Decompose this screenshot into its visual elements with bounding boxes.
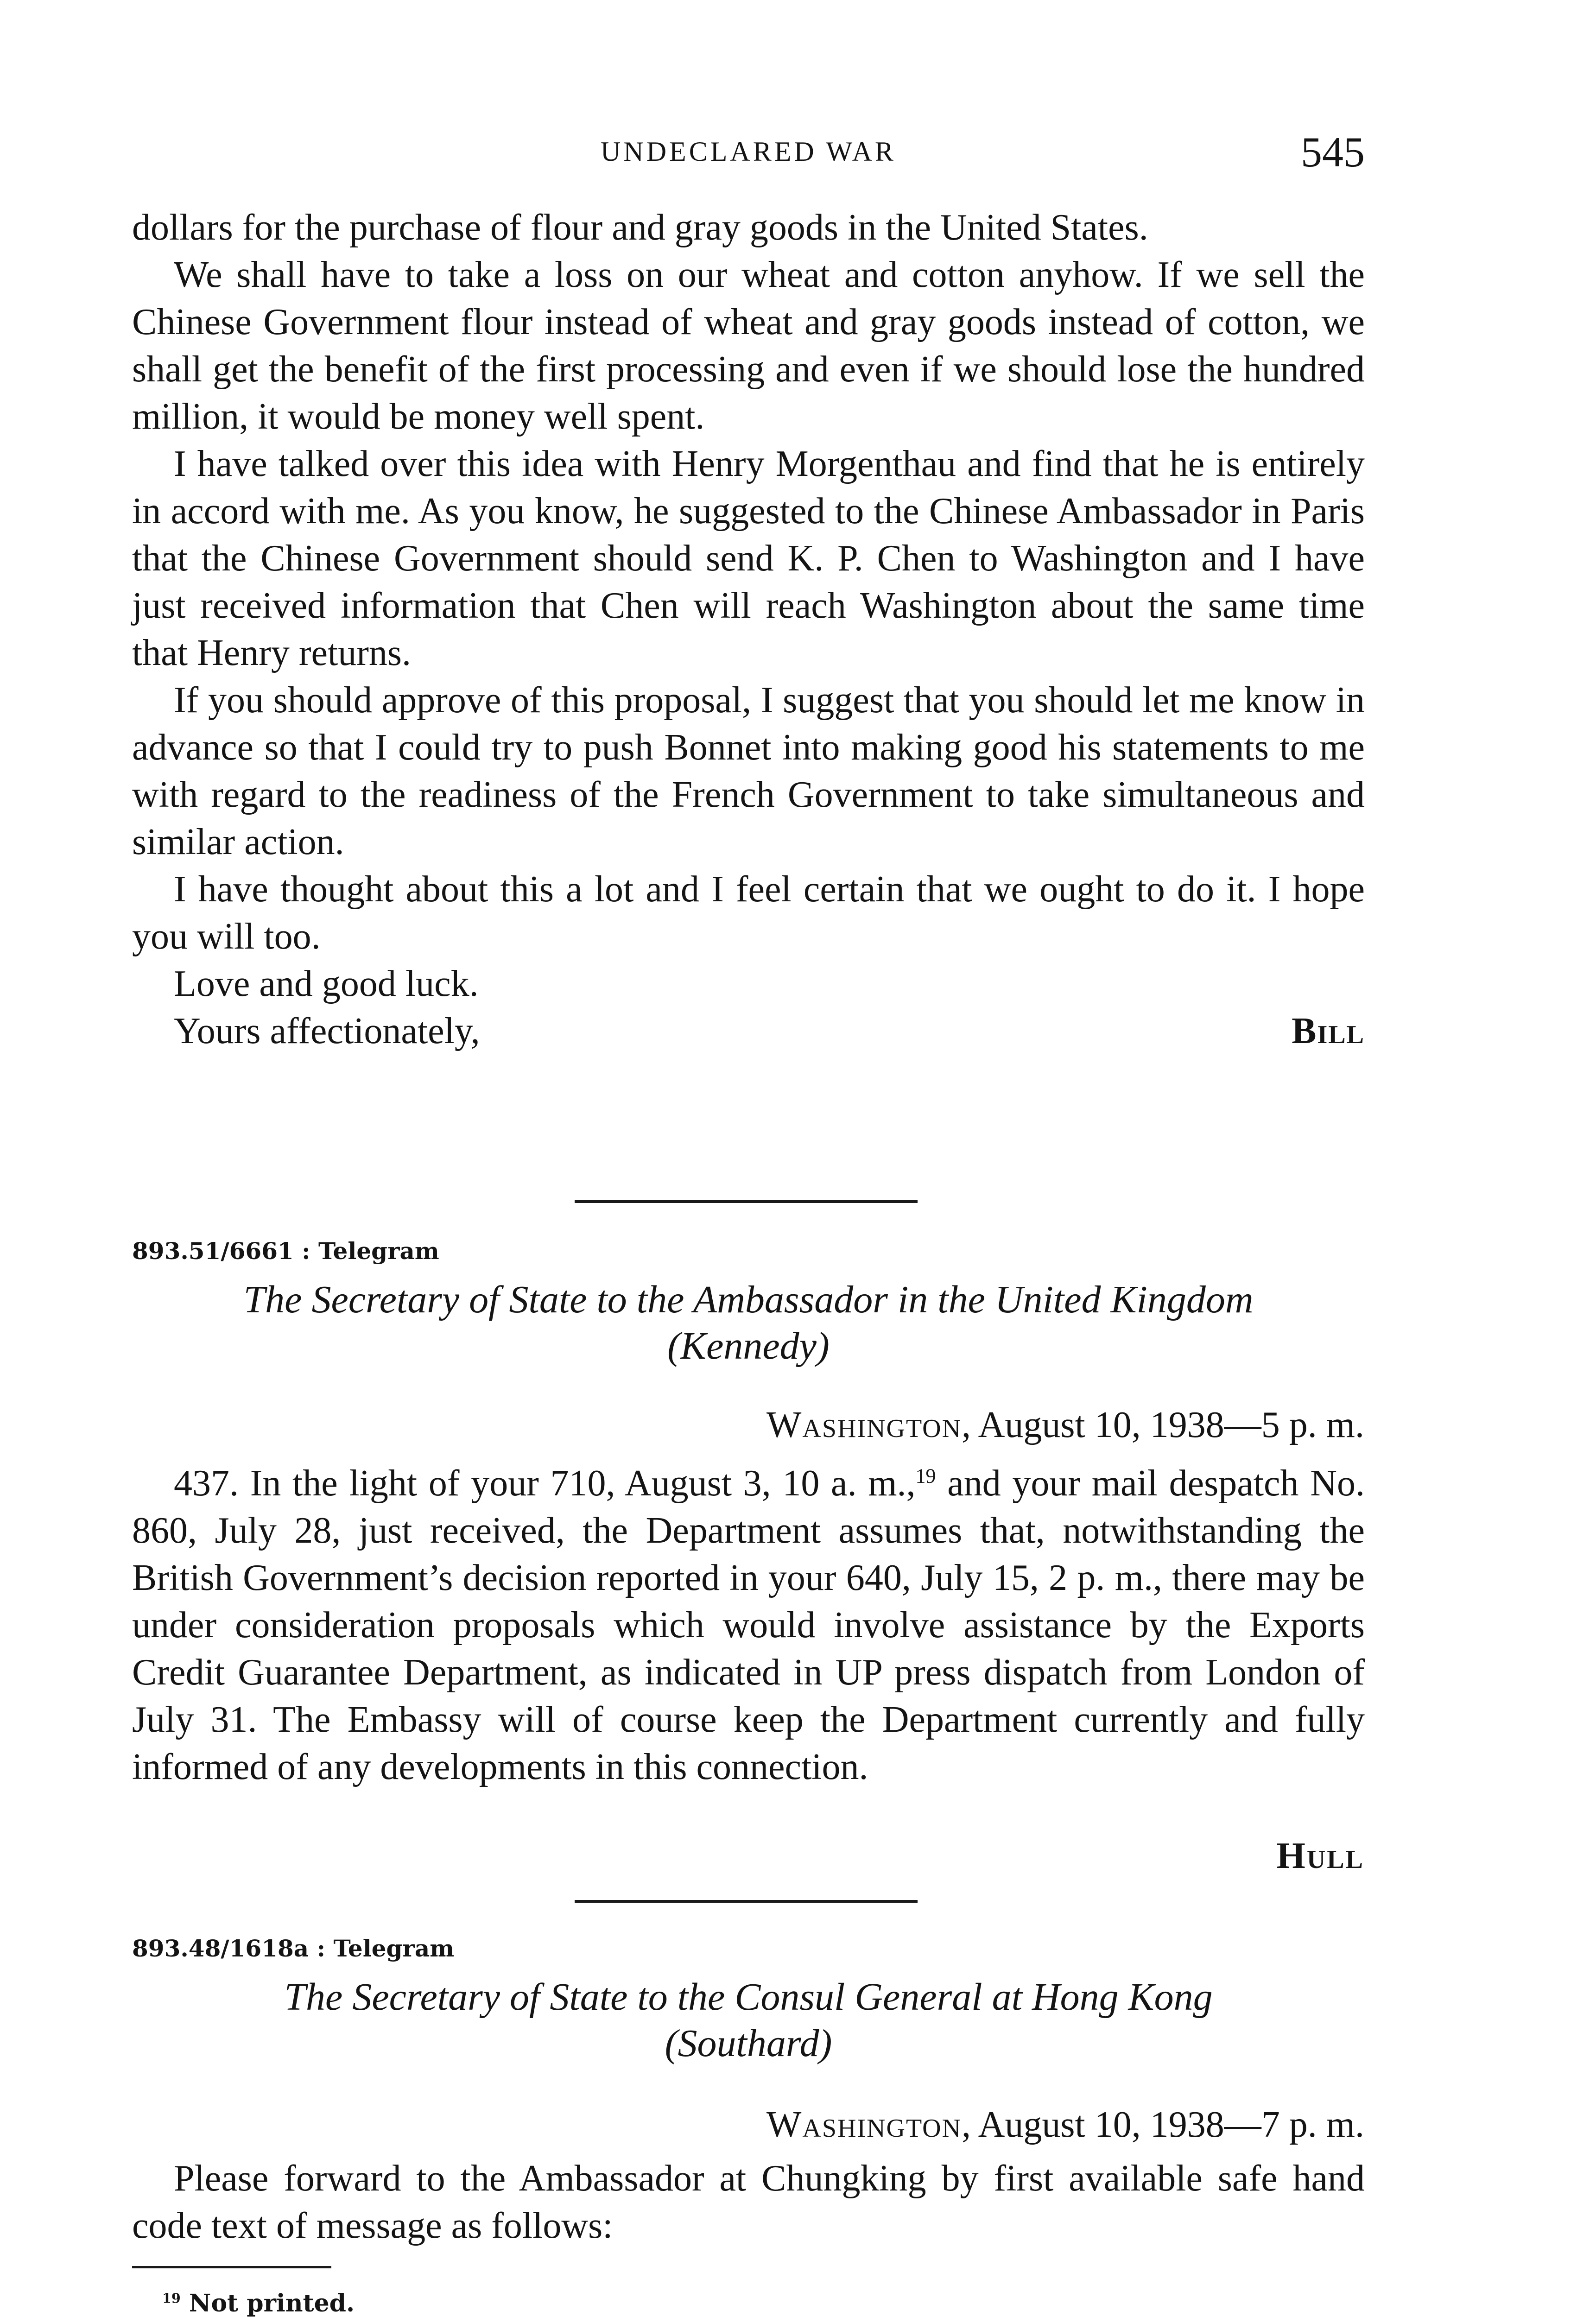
- document-title-line: The Secretary of State to the Ambassador in the United Kingdom: [243, 1278, 1254, 1321]
- file-reference: 893.48/1618a : Telegram: [132, 1935, 455, 1962]
- document-title-line: The Secretary of State to the Consul General at Hong Kong: [284, 1975, 1213, 2019]
- dateline: [766, 2104, 1364, 2146]
- dateline-city: Washington: [766, 2104, 962, 2145]
- dateline-city: Washington: [766, 1405, 962, 1445]
- section-divider: [575, 1200, 918, 1203]
- telegram-signature: Hull: [1276, 1836, 1364, 1876]
- file-reference: 893.51/6661 : Telegram: [132, 1237, 439, 1265]
- section-divider: [575, 1900, 918, 1903]
- page-number: 545: [1301, 128, 1365, 176]
- letter-paragraph: I have talked over this idea with Henry Morgenthau and find that he is entirely in accord with me. As you know, he suggested to the Chinese Ambassador in Paris that the Chinese Government should send K. P. Chen to Washington and I have just received information that Chen will reach Washington about the same time that Henry returns.: [132, 443, 1365, 673]
- telegram-text: 437. In the light of your 710, August 3, 10 a. m.,: [174, 1463, 916, 1504]
- running-title: UNDECLARED WAR: [601, 136, 896, 167]
- footnote: [162, 2289, 355, 2317]
- letter-signature: Bill: [1292, 1011, 1365, 1051]
- telegram-body: [132, 2155, 1365, 2249]
- footnote-marker: 19: [162, 2290, 181, 2306]
- telegram-text: and your mail despatch No. 860, July 28, just received, the Department assumes that, notwithstanding the British Government’s decision reported in your 640, July 15, 2 p. m., there may be under consideration proposals which would involve assistance by the Exports Credit Guarantee Department, as indicated in UP press dispatch from London of July 31. The Embassy will of course keep the Department currently and fully informed of any developments in this connection.: [132, 1463, 1365, 1787]
- dateline-date: , August 10, 1938—5 p. m.: [962, 1405, 1364, 1445]
- letter-closing: Yours affectionately,: [174, 1011, 480, 1051]
- telegram-body: [132, 1460, 1365, 1791]
- document-title: [132, 1974, 1365, 2067]
- telegram-paragraph: [132, 1460, 1365, 1791]
- page-header: [132, 127, 1365, 178]
- footnote-text: Not printed.: [189, 2289, 355, 2317]
- document-title: [132, 1277, 1365, 1369]
- footnote-divider: [132, 2266, 331, 2268]
- letter-paragraph: Love and good luck.: [174, 963, 479, 1004]
- telegram-paragraph: Please forward to the Ambassador at Chungking by first available safe hand code text of message as follows:: [132, 2158, 1365, 2246]
- letter-paragraph: If you should approve of this proposal, I suggest that you should let me know in advance so that I could try to push Bonnet into making good his statements to me with regard to the readiness of the French Government to take simultaneous and similar action.: [132, 680, 1365, 862]
- letter-paragraph: We shall have to take a loss on our wheat and cotton anyhow. If we sell the Chinese Government flour instead of wheat and gray goods instead of cotton, we shall get the benefit of the first processing and even if we should lose the hundred million, it would be money well spent.: [132, 254, 1365, 437]
- letter-closing-row: [132, 1007, 1365, 1055]
- footnote-reference: 19: [915, 1464, 936, 1488]
- document-title-line: (Southard): [665, 2022, 832, 2065]
- dateline: [766, 1404, 1364, 1446]
- letter-paragraph: I have thought about this a lot and I feel certain that we ought to do it. I hope you will too.: [132, 869, 1365, 957]
- letter-body: [132, 204, 1365, 1055]
- letter-paragraph: dollars for the purchase of flour and gray goods in the United States.: [132, 207, 1148, 248]
- dateline-date: , August 10, 1938—7 p. m.: [962, 2104, 1364, 2145]
- document-title-line: (Kennedy): [667, 1324, 830, 1367]
